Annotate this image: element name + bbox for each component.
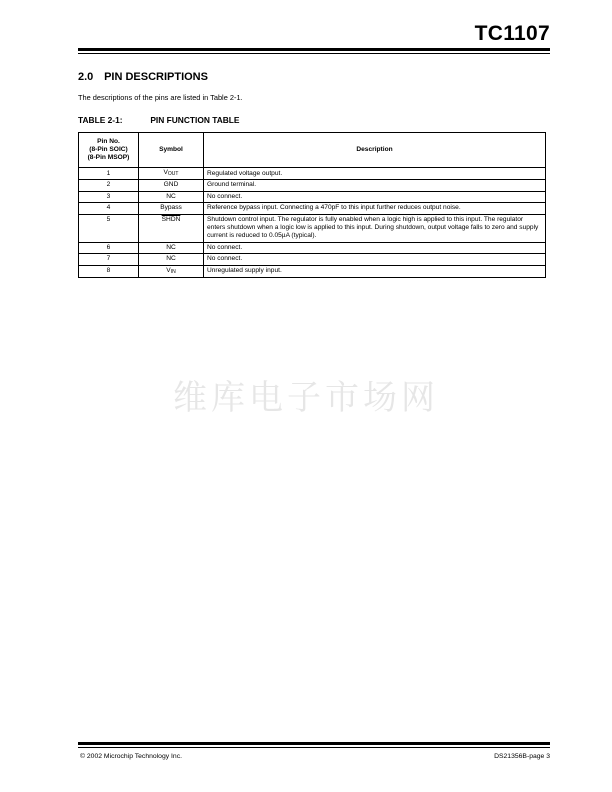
symbol-cell: NC <box>139 242 204 253</box>
symbol-cell <box>139 214 204 242</box>
pin-number-cell: 2 <box>79 180 139 191</box>
table-row <box>79 254 546 265</box>
table-header-row <box>79 133 546 168</box>
description-cell: Regulated voltage output. <box>204 168 546 180</box>
pin-number-cell: 4 <box>79 203 139 214</box>
table-row <box>79 203 546 214</box>
header-pin-line1: Pin No. <box>97 138 120 145</box>
intro-paragraph: The descriptions of the pins are listed in Table 2-1. <box>78 93 243 102</box>
pin-number-cell: 6 <box>79 242 139 253</box>
section-number: 2.0 <box>78 71 94 83</box>
symbol-main: SHDN <box>161 215 181 223</box>
symbol-cell <box>139 265 204 277</box>
table-row <box>79 214 546 242</box>
pin-number-cell: 3 <box>79 191 139 202</box>
pin-number-cell: 5 <box>79 214 139 242</box>
table-row <box>79 242 546 253</box>
symbol-cell: Bypass <box>139 203 204 214</box>
symbol-cell <box>139 168 204 180</box>
table-caption-number: TABLE 2-1: <box>78 115 123 125</box>
table-row <box>79 168 546 180</box>
symbol-cell: NC <box>139 254 204 265</box>
description-cell: Ground terminal. <box>204 180 546 191</box>
pin-function-table <box>78 132 546 278</box>
table-caption-title: PIN FUNCTION TABLE <box>150 115 240 125</box>
symbol-main: V <box>163 169 168 176</box>
footer-rule-thick <box>78 742 550 745</box>
section-heading <box>78 71 208 83</box>
symbol-main: V <box>166 266 171 274</box>
footer-copyright: © 2002 Microchip Technology Inc. <box>80 753 182 760</box>
section-title: PIN DESCRIPTIONS <box>104 71 208 83</box>
table-row <box>79 191 546 202</box>
header-pin-line3: (8-Pin MSOP) <box>87 154 130 161</box>
header-description: Description <box>204 133 546 168</box>
pin-number-cell: 1 <box>79 168 139 180</box>
footer-page-number: DS21356B-page 3 <box>494 753 550 760</box>
symbol-cell: GND <box>139 180 204 191</box>
table-row <box>79 180 546 191</box>
header-pin-line2: (8-Pin SOIC) <box>89 146 128 153</box>
symbol-cell: NC <box>139 191 204 202</box>
description-cell: Reference bypass input. Connecting a 470pF to this input further reduces output noise. <box>204 203 546 214</box>
description-cell: Unregulated supply input. <box>204 265 546 277</box>
symbol-subscript: IN <box>170 268 176 275</box>
table-caption <box>78 115 240 125</box>
description-cell: Shutdown control input. The regulator is fully enabled when a logic high is applied to this input. The regulator enters shutdown when a logic low is applied to this input. During shutdown, output voltage falls to zero and supply current is reduced to 0.05µA (typical). <box>204 214 546 242</box>
header-pin-number <box>79 133 139 168</box>
footer-rule-thin <box>78 747 550 748</box>
watermark: 维库电子市场网 <box>173 378 439 418</box>
description-cell: No connect. <box>204 254 546 265</box>
header-rule-thick <box>78 48 550 51</box>
header-rule-thin <box>78 53 550 54</box>
description-cell: No connect. <box>204 191 546 202</box>
header-symbol: Symbol <box>139 133 204 168</box>
table-row <box>79 265 546 277</box>
document-title: TC1107 <box>474 22 550 45</box>
pin-number-cell: 7 <box>79 254 139 265</box>
symbol-subscript: OUT <box>167 171 179 177</box>
pin-number-cell: 8 <box>79 265 139 277</box>
description-cell: No connect. <box>204 242 546 253</box>
